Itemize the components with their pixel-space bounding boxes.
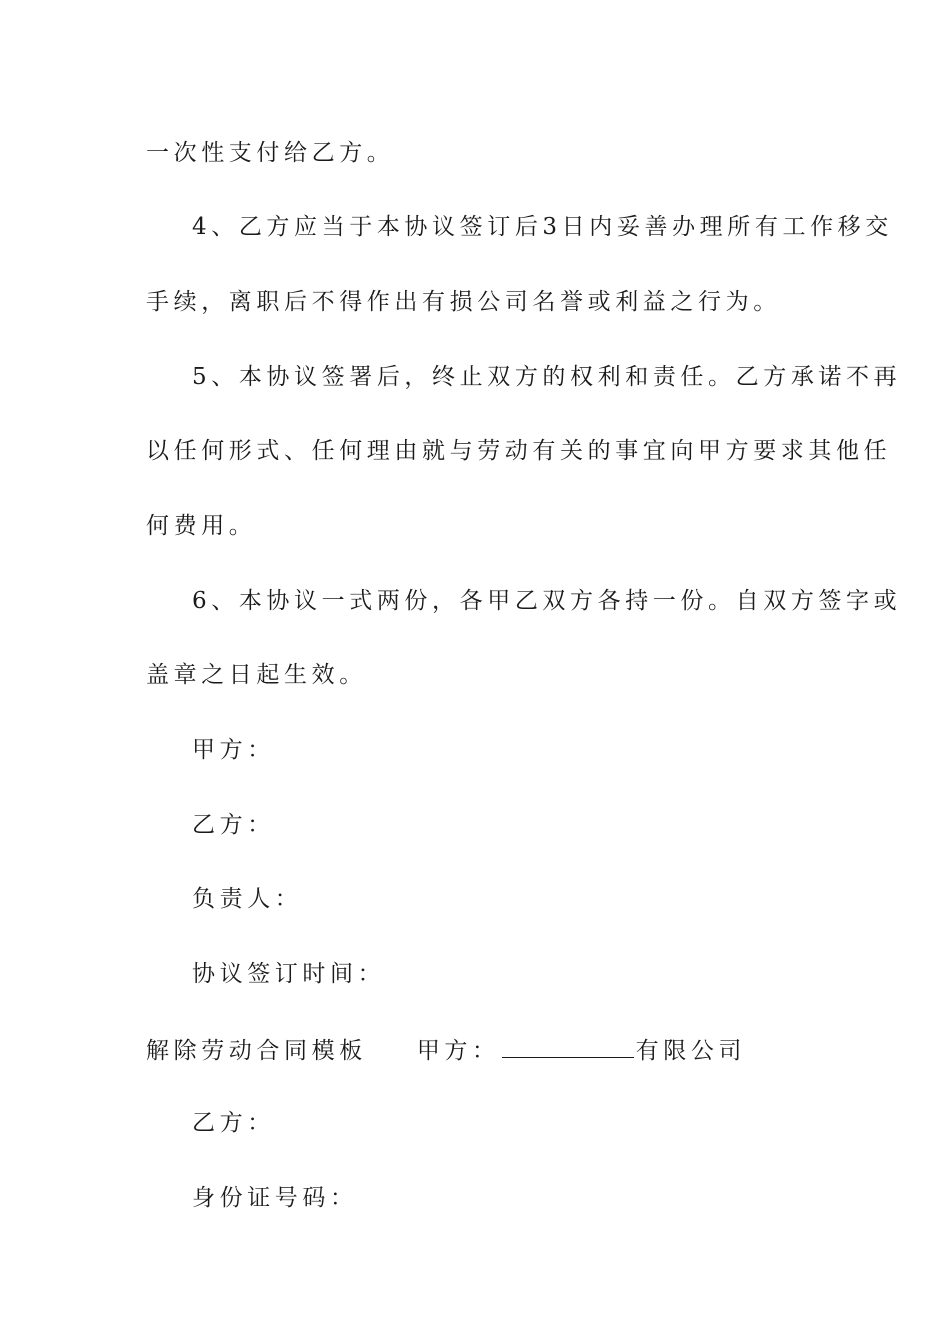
id-number-label: 身份证号码：	[192, 1185, 358, 1211]
company-suffix: 有限公司	[635, 1038, 747, 1064]
paragraph-line: 何费用。	[146, 513, 257, 539]
party-a-label: 甲方：	[192, 737, 275, 763]
paragraph-line: 一次性支付给乙方。	[146, 140, 395, 166]
paragraph-line: 6、本协议一式两份，各甲乙双方各持一份。自双方签字或	[192, 588, 902, 614]
template-title: 解除劳动合同模板	[146, 1038, 367, 1064]
paragraph-line: 4、乙方应当于本协议签订后3日内妥善办理所有工作移交	[192, 214, 893, 240]
paragraph-line: 5、本协议签署后，终止双方的权利和责任。乙方承诺不再	[192, 364, 902, 390]
responsible-person-label: 负责人：	[192, 886, 303, 912]
company-name-blank	[502, 1033, 634, 1058]
paragraph-line: 手续，离职后不得作出有损公司名誉或利益之行为。	[146, 289, 781, 315]
template-party-b-label: 乙方：	[192, 1110, 275, 1136]
template-party-a-label: 甲方：	[416, 1038, 500, 1064]
template-header-line	[146, 1033, 746, 1066]
sign-date-label: 协议签订时间：	[192, 961, 386, 987]
paragraph-line: 以任何形式、任何理由就与劳动有关的事宜向甲方要求其他任	[146, 438, 892, 464]
paragraph-line: 盖章之日起生效。	[146, 662, 367, 688]
party-b-label: 乙方：	[192, 812, 275, 838]
